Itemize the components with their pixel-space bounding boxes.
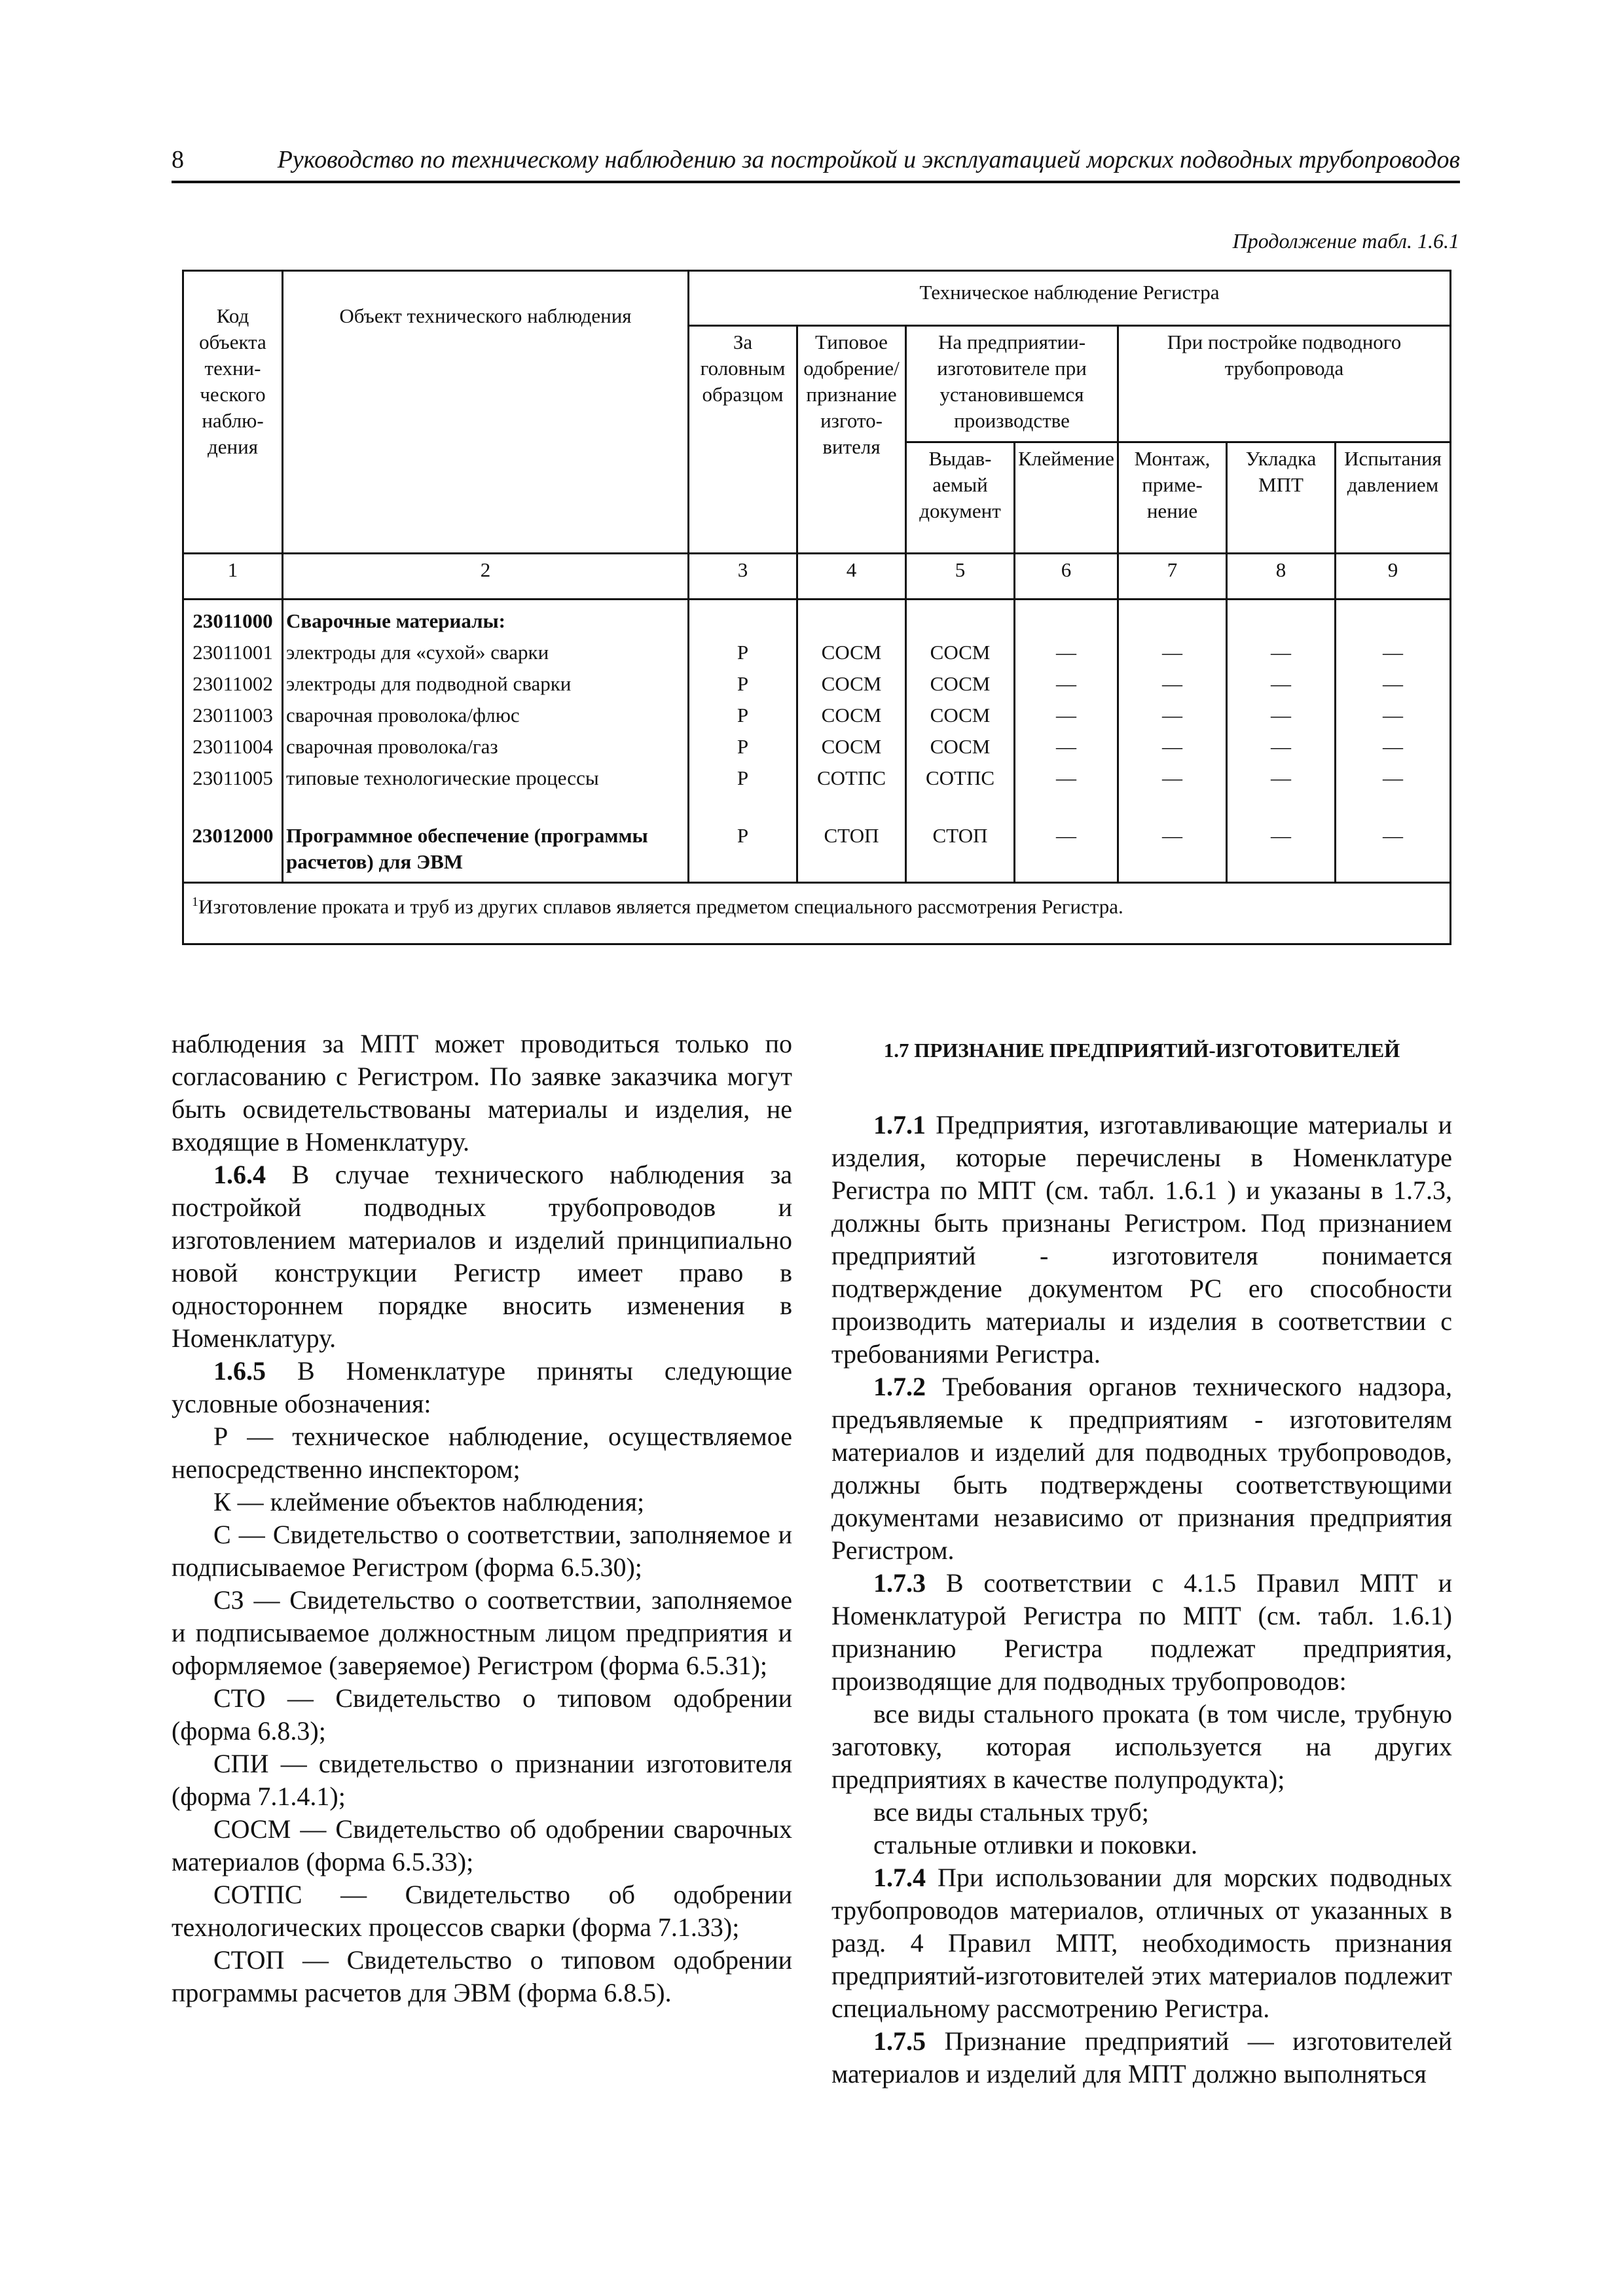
col-number: 3 <box>689 554 797 600</box>
row-cell: — <box>1227 762 1336 794</box>
row-code: 23011001 <box>183 637 283 668</box>
row-cell: — <box>1118 820 1227 883</box>
row-cell: СОСМ <box>906 731 1015 762</box>
section-title: 1.7 ПРИЗНАНИЕ ПРЕДПРИЯТИЙ-ИЗГОТОВИТЕЛЕЙ <box>883 1039 1400 1062</box>
row-cell: — <box>1015 762 1118 794</box>
paragraph-text: В Номенклатуре приняты следующие условные обозначения: <box>172 1356 792 1418</box>
row-cell: — <box>1227 700 1336 731</box>
col-number: 2 <box>283 554 689 600</box>
row-cell: — <box>1118 731 1227 762</box>
row-cell: СОСМ <box>906 668 1015 700</box>
row-code: 23011002 <box>183 668 283 700</box>
row-cell: — <box>1336 762 1451 794</box>
paragraph-text: Признание предприятий — изготовителей материалов и изделий для МПТ должно выполняться <box>831 2026 1452 2089</box>
header-object: Объект технического наблюдения <box>283 271 689 554</box>
row-cell: Р <box>689 700 797 731</box>
row-cell: СОТПС <box>797 762 906 794</box>
row-cell: — <box>1015 637 1118 668</box>
paragraph-text: Предприятия, изготавливающие материалы и изделия, которые перечислены в Номенклатуре Регистра по МПТ (см. табл. 1.6.1 ) и указаны в 1.7.3, должны быть признаны Регистром. Под признанием предприятий - изготовителя понимается подтверждение документом РС его способности производить материалы и изделия в соответствии с требованиями Регистра. <box>831 1110 1452 1369</box>
row-object: типовые технологические процессы <box>283 762 689 794</box>
table-caption: Продолжение табл. 1.6.1 <box>1232 229 1459 253</box>
definition-item: СТОП — Свидетельство о типовом одобрении программы расчетов для ЭВМ (форма 6.8.5). <box>172 1945 792 2007</box>
footnote-mark: 1 <box>192 895 198 909</box>
row-code: 23011005 <box>183 762 283 794</box>
row-cell: Р <box>689 637 797 668</box>
clause-number: 1.7.1 <box>873 1110 926 1139</box>
header-code: Код объекта техни- ческого наблю- дения <box>183 271 283 554</box>
group-row <box>183 600 1451 637</box>
table-footnote <box>183 883 1451 944</box>
row-cell: Р <box>689 668 797 700</box>
row-cell: — <box>1227 637 1336 668</box>
clause-number: 1.7.3 <box>873 1568 926 1598</box>
row-cell: — <box>1015 820 1118 883</box>
row-cell: — <box>1336 731 1451 762</box>
paragraph <box>831 1567 1452 1698</box>
group-title: Сварочные материалы: <box>283 600 689 637</box>
row-cell: — <box>1227 668 1336 700</box>
header-at-construction: При постройке подводного трубопровода <box>1118 326 1451 442</box>
running-title: Руководство по техническому наблюдению за постройкой и эксплуатацией морских подводных трубопроводов <box>277 146 1460 173</box>
row-cell: — <box>1227 731 1336 762</box>
row-cell: — <box>1336 668 1451 700</box>
clause-number: 1.7.4 <box>873 1863 926 1892</box>
definition-item: К — клеймение объектов наблюдения; <box>213 1487 645 1516</box>
row-cell: СТОП <box>906 820 1015 883</box>
nomenclature-table <box>182 270 1451 945</box>
row-object: электроды для «сухой» сварки <box>283 637 689 668</box>
page-header <box>172 143 1460 183</box>
header-type-approval: Типовое одобрение/ признание изгото- вителя <box>797 326 906 554</box>
header-at-manufacturer: На предприятии- изготовителе при установившемся производстве <box>906 326 1118 442</box>
group-code: 23011000 <box>183 600 283 637</box>
row-cell: СОСМ <box>906 700 1015 731</box>
paragraph <box>172 1355 792 1420</box>
row-cell: — <box>1336 700 1451 731</box>
header-prototype: За головным образцом <box>689 326 797 554</box>
row-code: 23012000 <box>183 820 283 883</box>
col-number: 8 <box>1227 554 1336 600</box>
right-column <box>831 1028 1452 2090</box>
col-number: 7 <box>1118 554 1227 600</box>
row-object: сварочная проволока/флюс <box>283 700 689 731</box>
row-object: Программное обеспечение (программы расчетов) для ЭВМ <box>283 820 689 883</box>
row-cell: — <box>1015 731 1118 762</box>
row-cell: Р <box>689 820 797 883</box>
definition-item: СОТПС — Свидетельство об одобрении технологических процессов сварки (форма 7.1.33); <box>172 1880 792 1942</box>
col-number: 5 <box>906 554 1015 600</box>
header-pressure-test: Испытания давлением <box>1336 442 1451 554</box>
col-number: 1 <box>183 554 283 600</box>
row-cell: Р <box>689 762 797 794</box>
header-laying: Укладка МПТ <box>1227 442 1336 554</box>
header-supervision: Техническое наблюдение Регистра <box>689 271 1451 326</box>
header-issued-doc: Выдав- аемый документ <box>906 442 1015 554</box>
row-cell: — <box>1015 700 1118 731</box>
left-column <box>172 1028 792 2009</box>
paragraph <box>172 1158 792 1355</box>
row-code: 23011003 <box>183 700 283 731</box>
definition-item: СТО — Свидетельство о типовом одобрении (форма 6.8.3); <box>172 1683 792 1746</box>
paragraph <box>831 1109 1452 1371</box>
paragraph <box>831 1861 1452 2025</box>
paragraph <box>831 2025 1452 2090</box>
clause-number: 1.6.4 <box>213 1160 266 1189</box>
row-cell: — <box>1015 668 1118 700</box>
row-cell: — <box>1336 637 1451 668</box>
column-number-row <box>183 554 1451 600</box>
row-object: электроды для подводной сварки <box>283 668 689 700</box>
clause-number: 1.7.5 <box>873 2026 926 2056</box>
paragraph-text: Требования органов технического надзора, предъявляемые к предприятиям - изготовителям материалов и изделий для подводных трубопроводов, должны быть подтверждены соответствующими документами независимо от признания предприятия Регистром. <box>831 1372 1452 1565</box>
row-cell: СОСМ <box>797 637 906 668</box>
header-branding: Клеймение <box>1015 442 1118 554</box>
footnote-text: Изготовление проката и труб из других сплавов является предметом специального рассмотрения Регистра. <box>198 895 1123 918</box>
row-cell: СОТПС <box>906 762 1015 794</box>
list-item: стальные отливки и поковки. <box>873 1830 1198 1859</box>
row-object: сварочная проволока/газ <box>283 731 689 762</box>
row-cell: — <box>1227 820 1336 883</box>
clause-number: 1.6.5 <box>213 1356 266 1386</box>
paragraph: наблюдения за МПТ может проводиться только по согласованию с Регистром. По заявке заказчика могут быть освидетельствованы материалы и изделия, не входящие в Номенклатуру. <box>172 1029 792 1157</box>
list-item: все виды стальных труб; <box>873 1797 1149 1827</box>
table-row <box>183 700 1451 731</box>
paragraph-text: В соответствии с 4.1.5 Правил МПТ и Номенклатурой Регистра по МПТ (см. табл. 1.6.1) признанию Регистра подлежат предприятия, производящие для подводных трубопроводов: <box>831 1568 1452 1696</box>
table-row <box>183 731 1451 762</box>
header-mounting: Монтаж, приме- нение <box>1118 442 1227 554</box>
row-cell: — <box>1118 700 1227 731</box>
table-row <box>183 820 1451 883</box>
paragraph <box>831 1371 1452 1567</box>
page-number: 8 <box>172 146 184 173</box>
row-cell: СОСМ <box>906 637 1015 668</box>
col-number: 9 <box>1336 554 1451 600</box>
definition-item: СОСМ — Свидетельство об одобрении сварочных материалов (форма 6.5.33); <box>172 1814 792 1876</box>
row-cell: Р <box>689 731 797 762</box>
clause-number: 1.7.2 <box>873 1372 926 1401</box>
definition-item: С — Свидетельство о соответствии, заполняемое и подписываемое Регистром (форма 6.5.30); <box>172 1520 792 1582</box>
row-cell: — <box>1118 762 1227 794</box>
paragraph-text: В случае технического наблюдения за постройкой подводных трубопроводов и изготовлением материалов и изделий принципиально новой конструкции Регистр имеет право в одностороннем порядке вносить изменения в Номенклатуру. <box>172 1160 792 1353</box>
col-number: 6 <box>1015 554 1118 600</box>
definition-item: СЗ — Свидетельство о соответствии, заполняемое и подписываемое должностным лицом предприятия и оформляемое (заверяемое) Регистром (форма 6.5.31); <box>172 1585 792 1680</box>
row-cell: — <box>1336 820 1451 883</box>
row-cell: — <box>1118 668 1227 700</box>
col-number: 4 <box>797 554 906 600</box>
row-cell: — <box>1118 637 1227 668</box>
table-footnote-row <box>183 883 1451 944</box>
row-code: 23011004 <box>183 731 283 762</box>
row-cell: СТОП <box>797 820 906 883</box>
list-item: все виды стального проката (в том числе, трубную заготовку, которая используется на других предприятиях в качестве полупродукта); <box>831 1699 1452 1794</box>
table-row <box>183 637 1451 668</box>
definition-item: Р — техническое наблюдение, осуществляемое непосредственно инспектором; <box>172 1422 792 1484</box>
table-row <box>183 668 1451 700</box>
row-cell: СОСМ <box>797 731 906 762</box>
paragraph-text: При использовании для морских подводных трубопроводов материалов, отличных от указанных в разд. 4 Правил МПТ, необходимость признания предприятий-изготовителей этих материалов подлежит специальному рассмотрению Регистра. <box>831 1863 1452 2023</box>
table-row <box>183 762 1451 794</box>
definition-item: СПИ — свидетельство о признании изготовителя (форма 7.1.4.1); <box>172 1749 792 1811</box>
row-cell: СОСМ <box>797 668 906 700</box>
row-cell: СОСМ <box>797 700 906 731</box>
